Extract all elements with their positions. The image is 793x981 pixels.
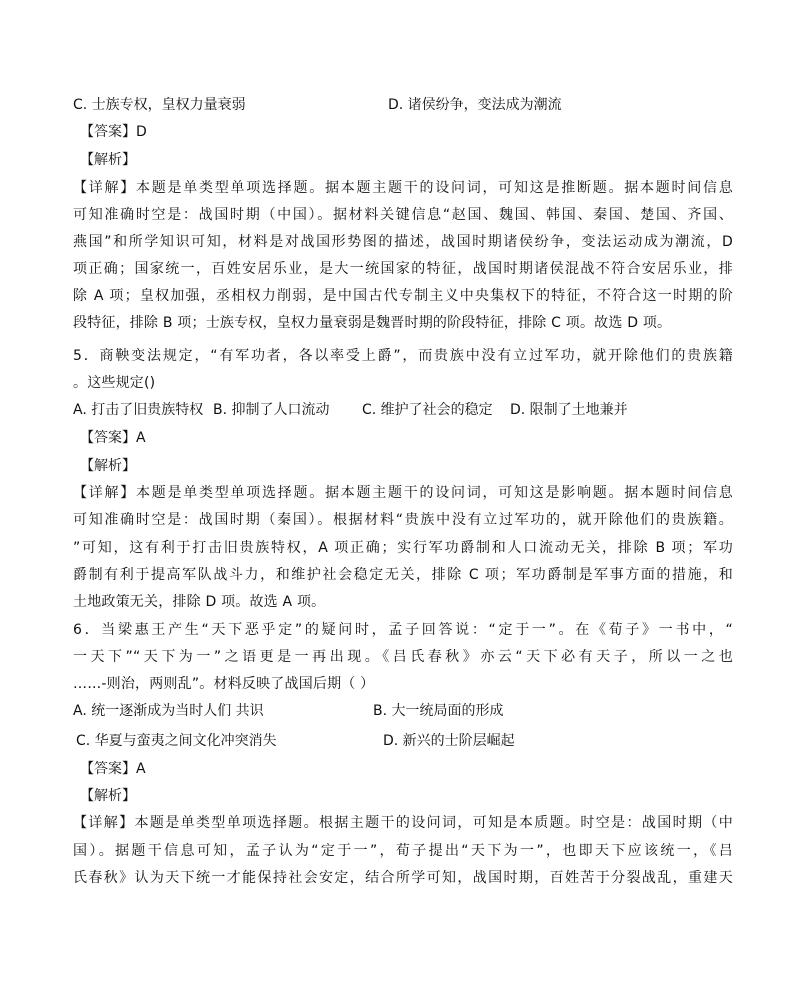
q4-detail-line: 燕国”和所学知识可知，材料是对战国形势图的描述，战国时期诸侯纷争，变法运动成为潮流，D: [73, 234, 733, 250]
q6-analysis-label: 【解析】: [80, 788, 136, 804]
q5-analysis-label: 【解析】: [80, 458, 136, 474]
q4-detail-line: 除 A 项；皇权加强，丞相权力削弱，是中国古代专制主义中央集权下的特征，不符合这一时期的阶: [73, 288, 733, 304]
q6-option-a: A. 统一逐渐成为当时人们 共识: [73, 703, 264, 719]
q5-answer: 【答案】A: [80, 430, 146, 446]
q6-stem-line: ……-则治，两则乱”。材料反映了战国后期（ ）: [73, 676, 375, 692]
q5-option-c: C. 维护了社会的稳定: [362, 402, 493, 418]
q5-detail-line: 土地政策无关，排除 D 项。故选 A 项。: [73, 594, 326, 610]
q6-option-d: D. 新兴的士阶层崛起: [383, 733, 515, 749]
q4-detail-line: 项正确；国家统一，百姓安居乐业，是大一统国家的特征，战国时期诸侯混战不符合安居乐业，排: [73, 261, 733, 277]
q4-detail-line: 段特征，排除 B 项；士族专权，皇权力量衰弱是魏晋时期的阶段特征，排除 C 项。故选 D 项。: [73, 315, 672, 331]
q5-detail-line: 可知准确时空是：战国时期（秦国）。根据材料“贵族中没有立过军功的，就开除他们的贵族籍。: [73, 512, 733, 528]
q4-answer: 【答案】D: [80, 124, 147, 140]
q6-option-c: C. 华夏与蛮夷之间文化冲突消失: [76, 733, 277, 749]
q5-option-a: A. 打击了旧贵族特权: [73, 402, 204, 418]
q4-detail-line: 可知准确时空是：战国时期（中国）。据材料关键信息“赵国、魏国、韩国、秦国、楚国、齐国、: [73, 207, 733, 223]
q6-stem-line: 一天下”“天下为一”之语更是一再出现。《吕氏春秋》亦云“天下必有天子，所以一之也: [73, 649, 733, 665]
q4-analysis-label: 【解析】: [80, 152, 136, 168]
q5-option-d: D. 限制了土地兼并: [510, 402, 628, 418]
q5-stem-line: 5．商鞅变法规定，“有军功者，各以率受上爵”，而贵族中没有立过军功，就开除他们的贵族籍: [73, 348, 733, 364]
q5-detail-line: 【详解】本题是单类型单项选择题。据本题主题干的设问词，可知这是影响题。据本题时间信息: [73, 485, 733, 501]
q5-detail-line: ”可知，这有利于打击旧贵族特权，A 项正确；实行军功爵制和人口流动无关，排除 B 项；军功: [73, 540, 733, 556]
q4-option-c: C. 士族专权，皇权力量衰弱: [73, 97, 246, 113]
q6-detail-line: 【详解】本题是单类型单项选择题。根据主题干的设问词，可知是本质题。时空是：战国时期（中: [73, 815, 733, 831]
q4-detail-line: 【详解】本题是单类型单项选择题。据本题主题干的设问词，可知这是推断题。据本题时间信息: [73, 180, 733, 196]
q6-answer: 【答案】A: [80, 761, 146, 777]
q4-option-d: D. 诸侯纷争，变法成为潮流: [388, 97, 562, 113]
q6-option-b: B. 大一统局面的形成: [373, 703, 504, 719]
q5-detail-line: 爵制有利于提高军队战斗力，和维护社会稳定无关，排除 C 项；军功爵制是军事方面的措施，和: [73, 567, 733, 583]
q5-stem-line: 。这些规定(): [73, 375, 156, 391]
q6-detail-line: 氏春秋》认为天下统一才能保持社会安定，结合所学可知，战国时期，百姓苦于分裂战乱，重建天: [73, 870, 733, 886]
q6-stem-line: 6．当梁惠王产生“天下恶乎定”的疑问时，孟子回答说：“定于一”。在《荀子》一书中，“: [73, 622, 733, 638]
q6-detail-line: 国）。据题干信息可知，孟子认为“定于一”，荀子提出“天下为一”，也即天下应该统一，《吕: [73, 843, 733, 859]
q5-option-b: B. 抑制了人口流动: [213, 402, 330, 418]
